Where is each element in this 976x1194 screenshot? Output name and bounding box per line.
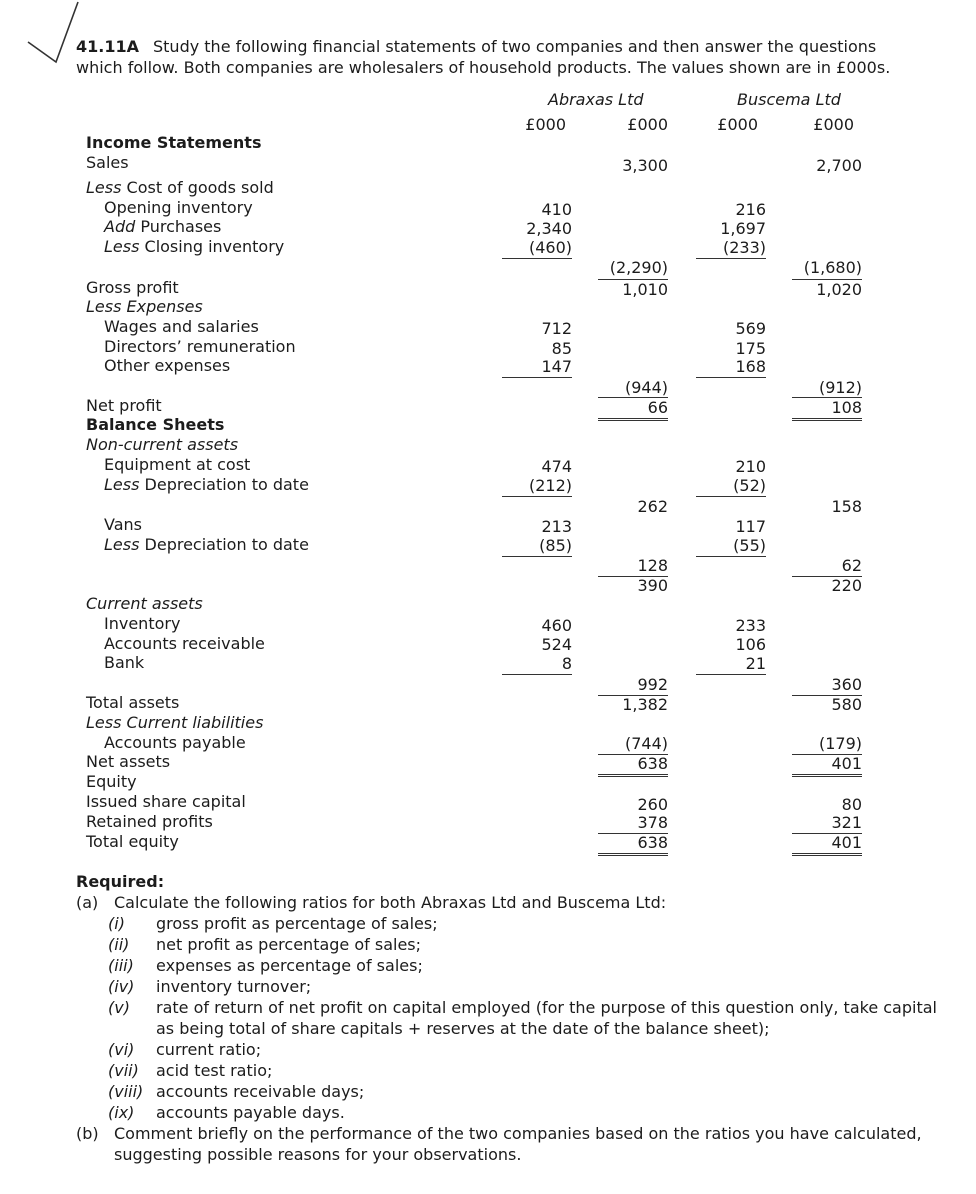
opening-inventory-b: 216 xyxy=(735,200,766,219)
current-liabilities-label: Less Current liabilities xyxy=(86,713,264,732)
income-statements-heading: Income Statements xyxy=(86,133,262,152)
current-assets-label: Current assets xyxy=(86,594,203,613)
list-item: (iv) inventory turnover; xyxy=(108,977,312,996)
equipment-label: Equipment at cost xyxy=(104,455,251,474)
company-b-header: Buscema Ltd xyxy=(737,90,841,109)
vans-net-b: 62 xyxy=(792,556,862,577)
retained-profits-b: 321 xyxy=(792,813,862,834)
balance-sheets-heading: Balance Sheets xyxy=(86,415,225,434)
equipment-net-a: 262 xyxy=(637,497,668,516)
wages-a: 712 xyxy=(541,319,572,338)
total-assets-b: 580 xyxy=(831,695,862,714)
vans-b: 117 xyxy=(735,517,766,536)
part-a xyxy=(76,892,956,913)
vans-depreciation-a: (85) xyxy=(502,536,572,557)
required-title: Required: xyxy=(76,872,165,891)
equipment-a: 474 xyxy=(541,457,572,476)
question-heading xyxy=(76,36,956,57)
share-capital-a: 260 xyxy=(637,795,668,814)
question-intro-line1: Study the following financial statements of two companies and then answer the questions xyxy=(153,37,877,56)
net-assets-label: Net assets xyxy=(86,752,171,771)
vans-a: 213 xyxy=(541,517,572,536)
inventory-a: 460 xyxy=(541,616,572,635)
question-number: 41.11A xyxy=(76,37,139,56)
inventory-b: 233 xyxy=(735,616,766,635)
net-assets-a: 638 xyxy=(598,754,668,777)
list-item: (iii) expenses as percentage of sales; xyxy=(108,956,423,975)
closing-inventory-label: Less Closing inventory xyxy=(104,237,285,256)
gross-profit-b: 1,020 xyxy=(792,279,862,300)
list-item: (v) rate of return of net profit on capital employed (for the purpose of this question only, take capital as being total of share capitals + reserves at the date of the balance sheet); xyxy=(108,998,937,1038)
sales-label: Sales xyxy=(86,153,129,172)
list-item: (i) gross profit as percentage of sales; xyxy=(108,914,438,933)
gross-profit-a: 1,010 xyxy=(598,279,668,300)
non-current-total-a: 390 xyxy=(637,576,668,595)
net-profit-a: 66 xyxy=(598,397,668,421)
bank-b: 21 xyxy=(696,654,766,675)
directors-a: 85 xyxy=(551,339,572,358)
total-assets-a: 1,382 xyxy=(622,695,668,714)
purchases-b: 1,697 xyxy=(720,219,766,238)
vans-depreciation-b: (55) xyxy=(696,536,766,557)
wages-b: 569 xyxy=(735,319,766,338)
purchases-a: 2,340 xyxy=(526,219,572,238)
net-profit-b: 108 xyxy=(792,397,862,421)
check-mark-icon xyxy=(20,0,80,70)
wages-label: Wages and salaries xyxy=(104,317,259,336)
part-a-text: Calculate the following ratios for both Abraxas Ltd and Buscema Ltd: xyxy=(114,893,667,912)
expenses-total-a: (944) xyxy=(624,378,668,397)
purchases-label: Add Purchases xyxy=(104,217,222,236)
list-item: (ix) accounts payable days. xyxy=(108,1103,345,1122)
opening-inventory-a: 410 xyxy=(541,200,572,219)
bank-a: 8 xyxy=(502,654,572,675)
net-profit-label: Net profit xyxy=(86,396,162,415)
cogs-total-b: (1,680) xyxy=(803,258,862,277)
question-intro-line2: which follow. Both companies are wholesalers of household products. The values shown are in £000s. xyxy=(76,58,891,77)
other-expenses-label: Other expenses xyxy=(104,356,231,375)
receivables-label: Accounts receivable xyxy=(104,634,265,653)
part-b xyxy=(76,1123,956,1165)
list-item: (vi) current ratio; xyxy=(108,1040,262,1059)
vans-label: Vans xyxy=(104,515,142,534)
current-assets-total-a: 992 xyxy=(598,675,668,696)
list-item: (vii) acid test ratio; xyxy=(108,1061,273,1080)
part-b-text: Comment briefly on the performance of the two companies based on the ratios you have calculated, suggesting possible reasons for your observations. xyxy=(114,1124,922,1164)
payables-b: (179) xyxy=(792,734,862,755)
vans-depreciation-label: Less Depreciation to date xyxy=(104,535,309,554)
receivables-a: 524 xyxy=(541,635,572,654)
other-expenses-b: 168 xyxy=(696,357,766,378)
equipment-net-b: 158 xyxy=(831,497,862,516)
closing-inventory-a: (460) xyxy=(502,238,572,259)
equipment-depreciation-b: (52) xyxy=(696,476,766,497)
cogs-label: Less Cost of goods sold xyxy=(86,178,274,197)
equipment-depreciation-label: Less Depreciation to date xyxy=(104,475,309,494)
closing-inventory-b: (233) xyxy=(696,238,766,259)
current-assets-total-b: 360 xyxy=(792,675,862,696)
unit-header: £000 xyxy=(627,115,668,134)
required-section xyxy=(76,871,956,1165)
total-equity-b: 401 xyxy=(792,833,862,856)
gross-profit-label: Gross profit xyxy=(86,278,179,297)
part-a-label: (a) xyxy=(76,893,99,912)
unit-header: £000 xyxy=(813,115,854,134)
payables-label: Accounts payable xyxy=(104,733,246,752)
part-b-label: (b) xyxy=(76,1124,99,1143)
retained-profits-label: Retained profits xyxy=(86,812,213,831)
total-assets-label: Total assets xyxy=(86,693,180,712)
directors-label: Directors’ remuneration xyxy=(104,337,296,356)
equipment-depreciation-a: (212) xyxy=(502,476,572,497)
sales-a: 3,300 xyxy=(622,156,668,175)
company-a-header: Abraxas Ltd xyxy=(548,90,644,109)
sales-b: 2,700 xyxy=(816,156,862,175)
total-equity-a: 638 xyxy=(598,833,668,856)
vans-net-a: 128 xyxy=(598,556,668,577)
bank-label: Bank xyxy=(104,653,145,672)
retained-profits-a: 378 xyxy=(598,813,668,834)
net-assets-b: 401 xyxy=(792,754,862,777)
payables-a: (744) xyxy=(598,734,668,755)
opening-inventory-label: Opening inventory xyxy=(104,198,253,217)
expenses-total-b: (912) xyxy=(818,378,862,397)
list-item: (viii) accounts receivable days; xyxy=(108,1082,365,1101)
share-capital-label: Issued share capital xyxy=(86,792,246,811)
cogs-total-a: (2,290) xyxy=(609,258,668,277)
inventory-label: Inventory xyxy=(104,614,181,633)
receivables-b: 106 xyxy=(735,635,766,654)
total-equity-label: Total equity xyxy=(86,832,179,851)
equity-label: Equity xyxy=(86,772,137,791)
list-item: (ii) net profit as percentage of sales; xyxy=(108,935,422,954)
unit-header: £000 xyxy=(525,115,566,134)
unit-header: £000 xyxy=(717,115,758,134)
directors-b: 175 xyxy=(735,339,766,358)
non-current-total-b: 220 xyxy=(831,576,862,595)
other-expenses-a: 147 xyxy=(502,357,572,378)
share-capital-b: 80 xyxy=(841,795,862,814)
expenses-label: Less Expenses xyxy=(86,297,203,316)
non-current-assets-label: Non-current assets xyxy=(86,435,239,454)
equipment-b: 210 xyxy=(735,457,766,476)
